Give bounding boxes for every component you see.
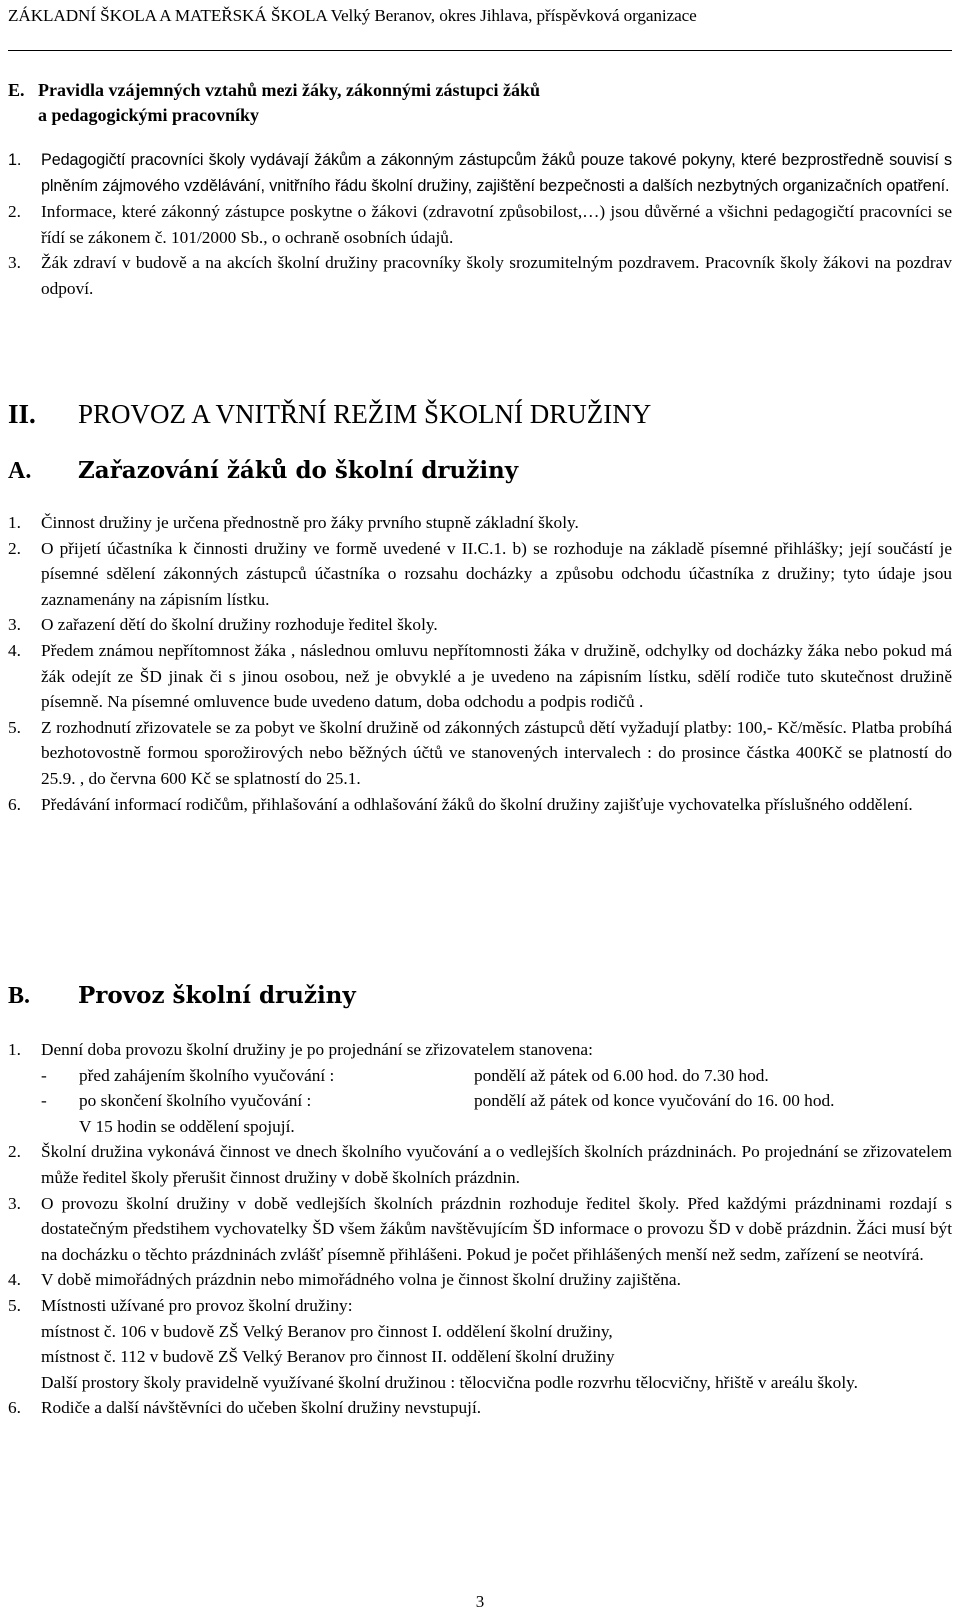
- item-text: Činnost družiny je určena přednostně pro žáky prvního stupně základní školy.: [41, 513, 579, 532]
- item-text: O přijetí účastníka k činnosti družiny ve formě uvedené v II.C.1. b) se rozhoduje na základě písemné přihlášky; její součástí je písemné sdělení zákonných zástupců účastníka o rozsahu docházky a způsobu odchodu účastníka z družiny; tyto údaje jsou zaznamenány na zápisním lístku.: [41, 538, 952, 609]
- item-number: 4.: [8, 640, 21, 660]
- room-line: místnost č. 112 v budově ZŠ Velký Beranov pro činnost II. oddělení školní družiny: [41, 1347, 615, 1367]
- schedule-row: [41, 1088, 952, 1114]
- section-b-number: B.: [8, 983, 31, 1009]
- item-text: Žák zdraví v budově a na akcích školní družiny pracovníky školy srozumitelným pozdravem. Pracovník školy žákovi na pozdrav odpoví.: [41, 253, 952, 298]
- list-item: [8, 638, 952, 715]
- list-item: [8, 792, 952, 818]
- section-a-title: Zařazování žáků do školní družiny: [78, 457, 519, 484]
- section-a-list: [8, 510, 952, 817]
- schedule-note: V 15 hodin se oddělení spojují.: [79, 1116, 295, 1136]
- item-text: Rodiče a další návštěvníci do učeben školní družiny nevstupují.: [41, 1398, 482, 1418]
- item-text: O zařazení dětí do školní družiny rozhoduje ředitel školy.: [41, 615, 438, 635]
- list-item: [8, 1395, 952, 1421]
- schedule-dash: -: [41, 1091, 47, 1111]
- item-text: Školní družina vykonává činnost ve dnech školního vyučování a o vedlejších školních prázdninách. Po projednání se zřizovatelem může ředitel školy přerušit činnost družiny v době školních prázdnin.: [41, 1142, 952, 1187]
- room-line: místnost č. 106 v budově ZŠ Velký Beranov pro činnost I. oddělení školní družiny,: [41, 1321, 613, 1341]
- list-item: [8, 1267, 952, 1293]
- schedule-row: [41, 1063, 952, 1089]
- list-item: [8, 612, 952, 638]
- section-ii-heading: [8, 399, 651, 430]
- header-rule: [8, 50, 952, 51]
- item-number: 4.: [8, 1270, 21, 1290]
- section-ii-title: PROVOZ A VNITŘNÍ REŽIM ŠKOLNÍ DRUŽINY: [78, 399, 652, 429]
- list-item: [8, 536, 952, 613]
- list-item: [8, 510, 952, 536]
- schedule-dash: -: [41, 1065, 47, 1085]
- item-text: Pedagogičtí pracovníci školy vydávají žákům a zákonným zástupcům žáků pouze takové pokyny, které bezprostředně souvisí s plněním zájmového vzdělávání, vnitřního řádu školní družiny, zajištění bezpečnosti a dalších nezbytných organizačních opatření.: [41, 151, 952, 195]
- schedule-time: pondělí až pátek od konce vyučování do 16. 00 hod.: [474, 1091, 835, 1111]
- item-number: 5.: [8, 1295, 21, 1315]
- page-number: 3: [475, 1592, 485, 1611]
- section-e-number: E.: [8, 80, 25, 100]
- section-e-title-line2: a pedagogickými pracovníky: [38, 105, 260, 125]
- section-e-title-line1: Pravidla vzájemných vztahů mezi žáky, zákonnými zástupci žáků: [38, 80, 540, 100]
- item-text: V době mimořádných prázdnin nebo mimořádného volna je činnost školní družiny zajištěna.: [41, 1270, 681, 1290]
- item-text: Místnosti užívané pro provoz školní družiny:: [41, 1295, 353, 1315]
- list-item: [8, 199, 952, 250]
- item-number: 6.: [8, 794, 21, 814]
- item-number: 1.: [8, 151, 22, 169]
- schedule-label: před zahájením školního vyučování :: [79, 1065, 335, 1085]
- section-b-title: Provoz školní družiny: [78, 982, 356, 1009]
- section-b-list: [8, 1037, 952, 1421]
- list-item: [8, 148, 952, 199]
- section-ii-number: II.: [8, 399, 36, 429]
- item-number: 5.: [8, 717, 21, 737]
- list-item: [8, 715, 952, 792]
- schedule-time: pondělí až pátek od 6.00 hod. do 7.30 hod.: [474, 1065, 769, 1085]
- schedule-label: po skončení školního vyučování :: [79, 1091, 312, 1111]
- section-e-heading: [8, 78, 948, 128]
- item-number: 2.: [8, 1142, 21, 1162]
- item-number: 1.: [8, 513, 21, 532]
- item-text: Z rozhodnutí zřizovatele se za pobyt ve školní družině od zákonných zástupců dětí vyžadují platby: 100,- Kč/měsíc. Platba probíhá bezhotovostně formou sporožirových nebo běžných účtů ve stanovených intervalech : do prosince částka 400Kč se platností do 25.9. , do června 600 Kč se splatností do 25.1.: [41, 717, 952, 788]
- item-text: O provozu školní družiny v době vedlejších školních prázdnin rozhoduje ředitel školy. Před každými prázdninami rozdají s dostatečným předstihem vychovatelky ŠD všem žákům navštěvujícím ŠD informace o provozu ŠD v době prázdnin. Žáci musí být na docházku o těchto prázdninách zvlášť písemně přihlášeni. Pokud je počet přihlášených menší než sedm, zařízení se neotvírá.: [41, 1193, 952, 1264]
- schedule: [8, 1063, 952, 1140]
- item-text: Předávání informací rodičům, přihlašování a odhlašování žáků do školní družiny zajišťuje vychovatelka příslušného oddělení.: [41, 794, 913, 814]
- item-number: 3.: [8, 253, 21, 273]
- item-text: Denní doba provozu školní družiny je po projednání se zřizovatelem stanovena:: [41, 1040, 593, 1059]
- section-a-heading: [8, 457, 518, 485]
- item-number: 2.: [8, 202, 21, 222]
- section-a-number: A.: [8, 458, 32, 484]
- item-number: 3.: [8, 615, 21, 635]
- item-text: Předem známou nepřítomnost žáka , následnou omluvu nepřítomnosti žáka v družině, odchylky od docházky žáka nebo pokud má žák odejít ze ŠD jinak či s jinou osobou, než je obvyklé a je uvedeno na zápisním lístku, sdělí rodiče tuto skutečnost družině písemně. Na písemné omluvence bude uvedeno datum, doba odchodu a podpis rodičů .: [41, 640, 952, 712]
- list-item: [8, 250, 952, 301]
- list-item: [8, 1293, 952, 1319]
- item-text: Informace, které zákonný zástupce poskytne o žákovi (zdravotní způsobilost,…) jsou důvěrné a všichni pedagogičtí pracovníci se řídí se zákonem č. 101/2000 Sb., o ochraně osobních údajů.: [41, 202, 952, 247]
- page-header: ZÁKLADNÍ ŠKOLA A MATEŘSKÁ ŠKOLA Velký Beranov, okres Jihlava, příspěvková organizace: [8, 6, 697, 25]
- item-number: 3.: [8, 1193, 21, 1213]
- list-item: [8, 1037, 952, 1063]
- list-item: [8, 1139, 952, 1190]
- list-item: [8, 1191, 952, 1268]
- section-e-list: [8, 148, 952, 302]
- item-number: 6.: [8, 1398, 21, 1418]
- item-number: 1.: [8, 1040, 21, 1059]
- section-b-heading: [8, 982, 356, 1010]
- item-number: 2.: [8, 538, 21, 558]
- room-extra: Další prostory školy pravidelně využívané školní družinou : tělocvična podle rozvrhu tělocvičny, hřiště v areálu školy.: [41, 1372, 858, 1392]
